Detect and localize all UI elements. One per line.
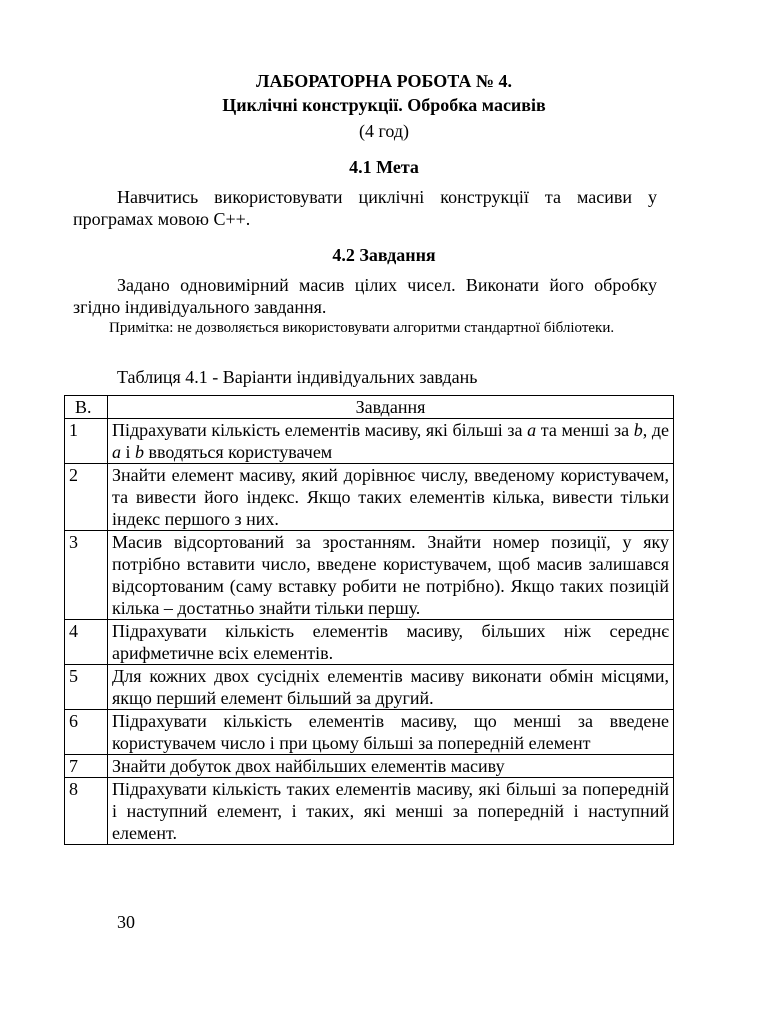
table-row [65,665,674,710]
task-column-header: Завдання [108,396,674,419]
task-description: Підрахувати кількість елементів масиву, більших ніж середнє арифметичне всіх елементів. [108,620,674,665]
lab-subtitle: Циклічні конструкції. Обробка масивів [222,95,546,115]
table-row [65,419,674,464]
variant-number: 5 [65,665,108,710]
variant-number: 2 [65,464,108,531]
variant-number: 6 [65,710,108,755]
task-description: Знайти добуток двох найбільших елементів масиву [108,755,674,778]
table-caption: Таблиця 4.1 - Варіанти індивідуальних завдань [117,367,478,387]
variant-number: 3 [65,531,108,620]
task-text-fragment: , де [642,420,669,440]
task-description: Підрахувати кількість таких елементів масиву, які більші за попередній і наступний елемент, і таких, які менші за попередній і наступний елемент. [108,778,674,845]
goal-text: Навчитись використовувати циклічні конструкції та масиви у програмах мовою С++. [73,187,657,229]
table-body [65,419,674,845]
table-row [65,620,674,665]
task-text: Задано одновимірний масив цілих чисел. Виконати його обробку згідно індивідуального завдання. [73,275,657,317]
task-description: Для кожних двох сусідніх елементів масиву виконати обмін місцями, якщо перший елемент більший за другий. [108,665,674,710]
variant-number: 7 [65,755,108,778]
table-row [65,464,674,531]
table-row [65,778,674,845]
table-row [65,710,674,755]
variable-name: a [112,442,121,462]
task-description [108,419,674,464]
variant-number: 8 [65,778,108,845]
table-row [65,755,674,778]
task-heading: 4.2 Завдання [332,245,436,265]
task-text-fragment: та менші за [536,420,634,440]
task-text-fragment: вводяться користувачем [144,442,333,462]
goal-heading: 4.1 Мета [349,157,419,177]
task-note: Примітка: не дозволяється використовувати алгоритми стандартної бібліотеки. [109,320,615,336]
task-text-fragment: і [121,442,136,462]
variable-name: b [633,420,643,440]
variable-name: b [135,442,145,462]
variable-name: a [527,420,537,440]
variant-column-header: В. [65,396,108,419]
tasks-table [64,395,674,845]
table-row [65,531,674,620]
task-text-fragment: Підрахувати кількість елементів масиву, які більші за [112,420,528,440]
table-header-row [65,396,674,419]
page-number: 30 [117,912,135,932]
task-description: Масив відсортований за зростанням. Знайти номер позиції, у яку потрібно вставити число, введене користувачем, щоб масив залишався відсортованим (саму вставку робити не потрібно). Якщо таких позицій кілька – достатньо знайти тільки першу. [108,531,674,620]
lab-hours: (4 год) [358,121,410,141]
variant-number: 4 [65,620,108,665]
lab-title: ЛАБОРАТОРНА РОБОТА № 4. [256,71,512,91]
task-description: Підрахувати кількість елементів масиву, що менші за введене користувачем число і при цьому більші за попередній елемент [108,710,674,755]
task-description: Знайти елемент масиву, який дорівнює числу, введеному користувачем, та вивести його індекс. Якщо таких елементів кілька, вивести тільки індекс першого з них. [108,464,674,531]
variant-number: 1 [65,419,108,464]
